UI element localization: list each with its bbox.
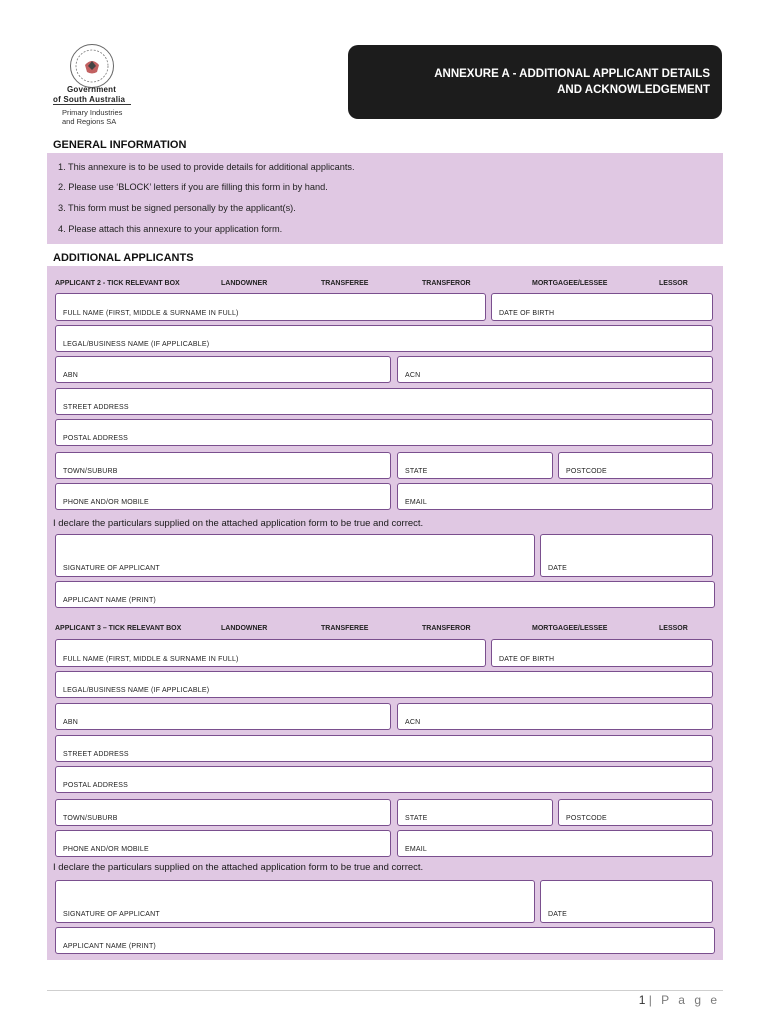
tick-option-lessor[interactable]: LESSOR [659,280,688,287]
acn-label: ACN [405,719,421,726]
dept-line2: and Regions SA [62,117,117,126]
tick-option-transferor[interactable]: TRANSFEROR [422,625,471,632]
tick-option-transferor[interactable]: TRANSFEROR [422,280,471,287]
government-name [53,85,125,105]
state-label: STATE [405,468,428,475]
tick-option-landowner[interactable]: LANDOWNER [221,280,268,287]
phone-field[interactable] [55,830,391,857]
info-item: 4. Please attach this annexure to your application form. [58,224,283,234]
applicant-name-print-field[interactable] [55,927,715,954]
signature-field[interactable] [55,880,535,923]
street-address-label: STREET ADDRESS [63,404,129,411]
state-label: STATE [405,815,428,822]
email-label: EMAIL [405,846,428,853]
signature-field[interactable] [55,534,535,577]
gov-line2: of South Australia [53,95,126,104]
date-of-birth-field[interactable] [491,639,713,667]
street-address-label: STREET ADDRESS [63,751,129,758]
postal-address-field[interactable] [55,419,713,446]
department-name [62,108,122,126]
phone-field[interactable] [55,483,391,510]
tick-option-lessor[interactable]: LESSOR [659,625,688,632]
abn-field[interactable] [55,356,391,383]
date-of-birth-field[interactable] [491,293,713,321]
abn-field[interactable] [55,703,391,730]
street-address-field[interactable] [55,388,713,415]
applicant-name-print-label: APPLICANT NAME (PRINT) [63,597,156,604]
abn-label: ABN [63,372,78,379]
tick-option-transferee[interactable]: TRANSFEREE [321,280,369,287]
town-suburb-field[interactable] [55,452,391,479]
signature-label: SIGNATURE OF APPLICANT [63,911,160,918]
general-info-heading: GENERAL INFORMATION [53,139,187,151]
postal-address-label: POSTAL ADDRESS [63,435,129,442]
tick-option-mortgagee-lessee[interactable]: MORTGAGEE/LESSEE [532,280,608,287]
applicant2-tick-label: APPLICANT 2 - TICK RELEVANT BOX [55,280,180,287]
applicant-name-print-label: APPLICANT NAME (PRINT) [63,943,156,950]
declaration-text: I declare the particulars supplied on the attached application form to be true and correct. [53,518,424,529]
street-address-field[interactable] [55,735,713,762]
additional-applicants-heading: ADDITIONAL APPLICANTS [53,252,194,264]
acn-field[interactable] [397,703,713,730]
tick-option-transferee[interactable]: TRANSFEREE [321,625,369,632]
tick-option-landowner[interactable]: LANDOWNER [221,625,268,632]
page-footer [600,993,720,1007]
title-line1: ANNEXURE A - ADDITIONAL APPLICANT DETAILS [434,68,710,80]
applicant3-tick-label: APPLICANT 3 – TICK RELEVANT BOX [55,625,182,632]
dept-line1: Primary Industries [62,108,123,117]
abn-label: ABN [63,719,78,726]
signature-date-field[interactable] [540,880,713,923]
email-label: EMAIL [405,499,428,506]
email-field[interactable] [397,830,713,857]
page-word: | P a g e [648,993,720,1007]
postcode-field[interactable] [558,799,713,826]
declaration-text: I declare the particulars supplied on the attached application form to be true and correct. [53,862,424,873]
government-seal-logo [70,44,114,88]
town-suburb-label: TOWN/SUBURB [63,468,118,475]
logo-divider [53,104,131,105]
signature-date-label: DATE [548,911,567,918]
phone-label: PHONE AND/OR MOBILE [63,846,149,853]
title-line2: AND ACKNOWLEDGEMENT [557,84,710,96]
full-name-label: FULL NAME (FIRST, MIDDLE & SURNAME IN FULL) [63,656,239,663]
applicant-name-print-field[interactable] [55,581,715,608]
info-item: 3. This form must be signed personally by the applicant(s). [58,203,296,213]
business-name-field[interactable] [55,325,713,352]
acn-field[interactable] [397,356,713,383]
town-suburb-field[interactable] [55,799,391,826]
signature-date-label: DATE [548,565,567,572]
dob-label: DATE OF BIRTH [499,310,555,317]
full-name-label: FULL NAME (FIRST, MIDDLE & SURNAME IN FULL) [63,310,239,317]
acn-label: ACN [405,372,421,379]
tick-option-mortgagee-lessee[interactable]: MORTGAGEE/LESSEE [532,625,608,632]
gov-line1: Government [67,85,117,94]
postcode-label: POSTCODE [566,815,607,822]
phone-label: PHONE AND/OR MOBILE [63,499,149,506]
postal-address-field[interactable] [55,766,713,793]
town-suburb-label: TOWN/SUBURB [63,815,118,822]
signature-label: SIGNATURE OF APPLICANT [63,565,160,572]
business-name-label: LEGAL/BUSINESS NAME (IF APPLICABLE) [63,687,210,694]
full-name-field[interactable] [55,639,486,667]
info-item: 2. Please use ‘BLOCK’ letters if you are filling this form in by hand. [58,182,328,192]
business-name-field[interactable] [55,671,713,698]
dob-label: DATE OF BIRTH [499,656,555,663]
postcode-label: POSTCODE [566,468,607,475]
postal-address-label: POSTAL ADDRESS [63,782,129,789]
state-field[interactable] [397,452,553,479]
email-field[interactable] [397,483,713,510]
business-name-label: LEGAL/BUSINESS NAME (IF APPLICABLE) [63,341,210,348]
state-field[interactable] [397,799,553,826]
full-name-field[interactable] [55,293,486,321]
info-item: 1. This annexure is to be used to provide details for additional applicants. [58,162,355,172]
page-number: 1 [638,993,646,1007]
postcode-field[interactable] [558,452,713,479]
signature-date-field[interactable] [540,534,713,577]
page-title [348,66,710,98]
footer-divider [47,990,723,991]
